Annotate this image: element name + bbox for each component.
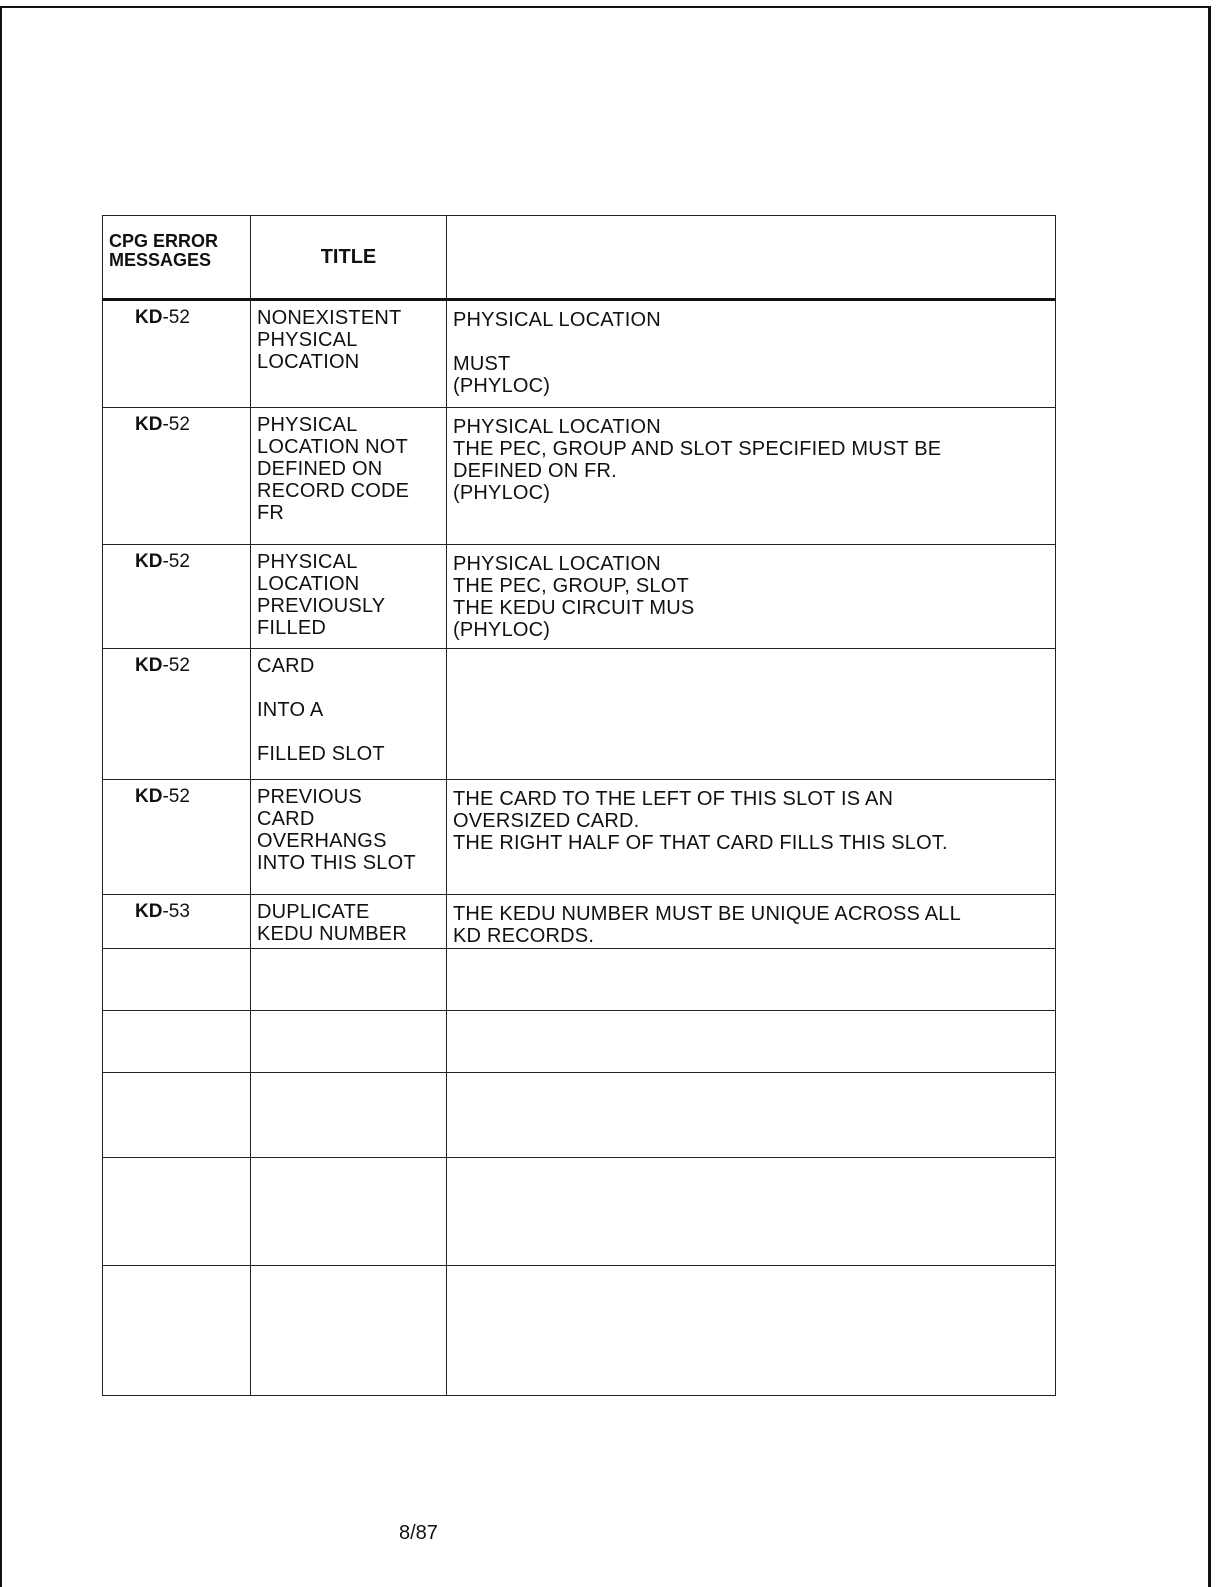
table-row xyxy=(102,780,1056,895)
error-description xyxy=(446,649,1056,779)
error-code: KD-53 xyxy=(102,895,250,948)
error-description: THE KEDU NUMBER MUST BE UNIQUE ACROSS ALL KD RECORDS. xyxy=(446,895,1056,948)
error-title: CARD INTO A FILLED SLOT xyxy=(250,649,446,779)
page-border-top xyxy=(0,6,1210,8)
error-description: PHYSICAL LOCATION THE PEC, GROUP, SLOT THE KEDU CIRCUIT MUS (PHYLOC) xyxy=(446,545,1056,648)
empty-cell xyxy=(250,1158,446,1265)
error-code: KD-52 xyxy=(102,545,250,648)
error-code: KD-52 xyxy=(102,408,250,544)
table-header-row xyxy=(102,215,1056,301)
error-title: NONEXISTENT PHYSICAL LOCATION xyxy=(250,301,446,407)
table-row xyxy=(102,649,1056,780)
error-code: KD-52 xyxy=(102,780,250,894)
empty-cell xyxy=(102,949,250,1010)
error-description: PHYSICAL LOCATION THE PEC, GROUP AND SLOT SPECIFIED MUST BE DEFINED ON FR. (PHYLOC) xyxy=(446,408,1056,544)
empty-cell xyxy=(446,1011,1056,1072)
empty-cell xyxy=(446,1158,1056,1265)
empty-cell xyxy=(446,949,1056,1010)
table-row xyxy=(102,301,1056,408)
empty-cell xyxy=(250,1073,446,1157)
page-border-right xyxy=(1208,6,1211,1587)
empty-cell xyxy=(102,1011,250,1072)
table-row xyxy=(102,895,1056,949)
error-title: DUPLICATE KEDU NUMBER xyxy=(250,895,446,948)
empty-cell xyxy=(250,1266,446,1395)
error-description: PHYSICAL LOCATION MUST (PHYLOC) xyxy=(446,301,1056,407)
table-row xyxy=(102,408,1056,545)
error-messages-table xyxy=(102,215,1056,1396)
empty-cell xyxy=(250,1011,446,1072)
empty-cell xyxy=(102,1073,250,1157)
error-description: THE CARD TO THE LEFT OF THIS SLOT IS AN OVERSIZED CARD. THE RIGHT HALF OF THAT CARD FILLS THIS SLOT. xyxy=(446,780,1056,894)
error-title: PHYSICAL LOCATION PREVIOUSLY FILLED xyxy=(250,545,446,648)
empty-cell xyxy=(446,1266,1056,1395)
header-code: CPG ERROR MESSAGES xyxy=(102,216,250,298)
page-border-left xyxy=(0,6,2,1587)
empty-row xyxy=(102,1266,1056,1396)
error-title: PHYSICAL LOCATION NOT DEFINED ON RECORD CODE FR xyxy=(250,408,446,544)
header-title: TITLE xyxy=(250,216,446,298)
empty-cell xyxy=(102,1158,250,1265)
header-description xyxy=(446,216,1056,298)
empty-row xyxy=(102,949,1056,1011)
empty-row xyxy=(102,1073,1056,1158)
error-code: KD-52 xyxy=(102,301,250,407)
empty-cell xyxy=(102,1266,250,1395)
error-code: KD-52 xyxy=(102,649,250,779)
empty-cell xyxy=(446,1073,1056,1157)
error-title: PREVIOUS CARD OVERHANGS INTO THIS SLOT xyxy=(250,780,446,894)
empty-row xyxy=(102,1158,1056,1266)
empty-row xyxy=(102,1011,1056,1073)
table-row xyxy=(102,545,1056,649)
page-date: 8/87 xyxy=(399,1522,438,1544)
empty-cell xyxy=(250,949,446,1010)
